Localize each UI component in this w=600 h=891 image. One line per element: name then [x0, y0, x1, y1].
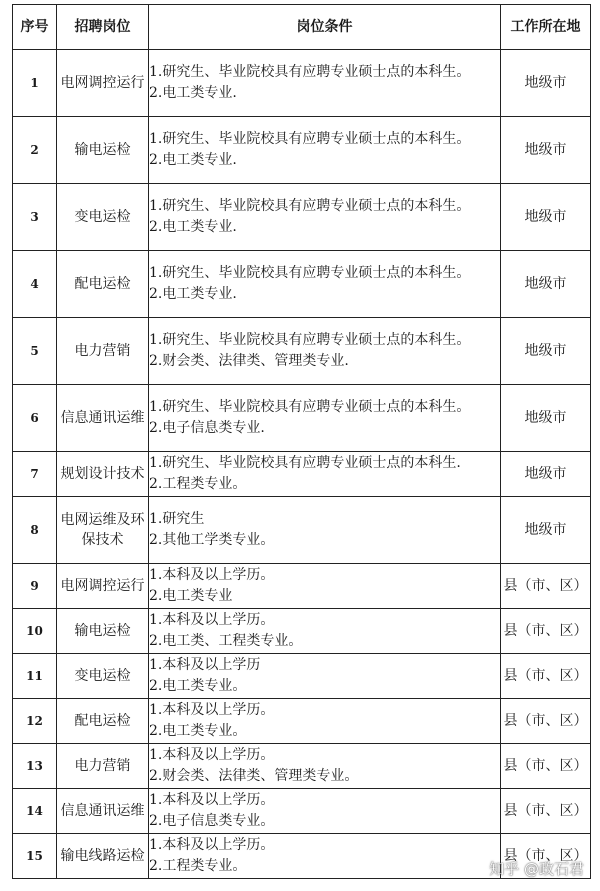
row-position: 变电运检	[57, 184, 149, 251]
row-conditions	[149, 50, 501, 117]
table-body	[13, 50, 591, 879]
table-header-row	[13, 5, 591, 50]
condition-line: 2.电工类专业。	[149, 678, 247, 694]
row-location: 县（市、区）	[501, 564, 591, 609]
row-location: 县（市、区）	[501, 789, 591, 834]
table-row	[13, 117, 591, 184]
condition-line: 2.电工类、工程类专业。	[149, 633, 303, 649]
watermark: 知乎 @政石君	[489, 860, 584, 878]
table-row	[13, 497, 591, 564]
row-conditions	[149, 834, 501, 879]
row-location: 地级市	[501, 251, 591, 318]
header-location: 工作所在地	[501, 5, 591, 50]
condition-line: 2.电工类专业。	[149, 723, 247, 739]
table-row	[13, 609, 591, 654]
recruitment-table	[12, 4, 591, 879]
row-position: 规划设计技术	[57, 452, 149, 497]
row-conditions	[149, 789, 501, 834]
row-number: 2	[13, 117, 57, 184]
condition-line: 2.工程类专业。	[149, 476, 247, 492]
row-number: 13	[13, 744, 57, 789]
row-position: 输电运检	[57, 117, 149, 184]
header-conditions: 岗位条件	[149, 5, 501, 50]
condition-line: 1.研究生、毕业院校具有应聘专业硕士点的本科生。	[149, 332, 471, 348]
row-position: 电力营销	[57, 318, 149, 385]
condition-line: 2.电工类专业.	[149, 85, 237, 101]
row-location: 地级市	[501, 385, 591, 452]
condition-line: 1.研究生、毕业院校具有应聘专业硕士点的本科生。	[149, 131, 471, 147]
condition-line: 1.本科及以上学历。	[149, 702, 275, 718]
row-position: 电网调控运行	[57, 50, 149, 117]
row-number: 10	[13, 609, 57, 654]
table-row	[13, 251, 591, 318]
row-location: 县（市、区）	[501, 654, 591, 699]
condition-line: 1.本科及以上学历。	[149, 792, 275, 808]
row-position: 变电运检	[57, 654, 149, 699]
condition-line: 1.研究生、毕业院校具有应聘专业硕士点的本科生。	[149, 198, 471, 214]
row-number: 4	[13, 251, 57, 318]
table-row	[13, 789, 591, 834]
condition-line: 1.研究生	[149, 511, 205, 527]
row-location: 地级市	[501, 184, 591, 251]
row-location: 地级市	[501, 452, 591, 497]
condition-line: 2.电工类专业.	[149, 219, 237, 235]
row-conditions	[149, 318, 501, 385]
condition-line: 1.本科及以上学历。	[149, 837, 275, 853]
condition-line: 2.财会类、法律类、管理类专业。	[149, 768, 359, 784]
row-conditions	[149, 452, 501, 497]
condition-line: 2.财会类、法律类、管理类专业.	[149, 353, 349, 369]
condition-line: 2.电工类专业.	[149, 152, 237, 168]
row-position: 输电运检	[57, 609, 149, 654]
row-number: 14	[13, 789, 57, 834]
row-conditions	[149, 497, 501, 564]
condition-line: 2.其他工学类专业。	[149, 532, 275, 548]
row-conditions	[149, 654, 501, 699]
condition-line: 1.研究生、毕业院校具有应聘专业硕士点的本科生。	[149, 399, 471, 415]
row-position: 配电运检	[57, 251, 149, 318]
condition-line: 2.电子信息类专业.	[149, 420, 265, 436]
row-conditions	[149, 117, 501, 184]
row-number: 8	[13, 497, 57, 564]
row-location: 地级市	[501, 50, 591, 117]
row-position: 电网运维及环保技术	[57, 497, 149, 564]
table-row	[13, 385, 591, 452]
row-conditions	[149, 609, 501, 654]
table-row	[13, 50, 591, 117]
row-position: 信息通讯运维	[57, 789, 149, 834]
row-number: 15	[13, 834, 57, 879]
condition-line: 2.电工类专业.	[149, 286, 237, 302]
row-number: 5	[13, 318, 57, 385]
row-number: 12	[13, 699, 57, 744]
condition-line: 1.研究生、毕业院校具有应聘专业硕士点的本科生。	[149, 64, 471, 80]
table-row	[13, 184, 591, 251]
table-row	[13, 654, 591, 699]
row-number: 6	[13, 385, 57, 452]
row-conditions	[149, 184, 501, 251]
row-position: 电力营销	[57, 744, 149, 789]
condition-line: 2.电工类专业	[149, 588, 233, 604]
row-location: 县（市、区）	[501, 699, 591, 744]
condition-line: 2.工程类专业。	[149, 858, 247, 874]
row-position: 配电运检	[57, 699, 149, 744]
row-location: 县（市、区）	[501, 609, 591, 654]
condition-line: 1.本科及以上学历。	[149, 747, 275, 763]
row-location: 地级市	[501, 497, 591, 564]
row-number: 3	[13, 184, 57, 251]
row-location: 地级市	[501, 117, 591, 184]
row-conditions	[149, 564, 501, 609]
condition-line: 2.电子信息类专业。	[149, 813, 275, 829]
row-conditions	[149, 744, 501, 789]
condition-line: 1.本科及以上学历。	[149, 612, 275, 628]
row-position: 电网调控运行	[57, 564, 149, 609]
header-position: 招聘岗位	[57, 5, 149, 50]
table-row	[13, 564, 591, 609]
condition-line: 1.研究生、毕业院校具有应聘专业硕士点的本科生.	[149, 455, 461, 471]
row-location: 县（市、区）	[501, 744, 591, 789]
row-conditions	[149, 251, 501, 318]
row-number: 9	[13, 564, 57, 609]
condition-line: 1.研究生、毕业院校具有应聘专业硕士点的本科生。	[149, 265, 471, 281]
row-location: 地级市	[501, 318, 591, 385]
row-position: 信息通讯运维	[57, 385, 149, 452]
row-location: 县（市、区）	[501, 834, 591, 879]
table-row	[13, 699, 591, 744]
row-position: 输电线路运检	[57, 834, 149, 879]
table-row	[13, 318, 591, 385]
header-num: 序号	[13, 5, 57, 50]
table-row	[13, 744, 591, 789]
row-number: 7	[13, 452, 57, 497]
row-conditions	[149, 385, 501, 452]
row-conditions	[149, 699, 501, 744]
table-row	[13, 452, 591, 497]
row-number: 1	[13, 50, 57, 117]
condition-line: 1.本科及以上学历。	[149, 567, 275, 583]
condition-line: 1.本科及以上学历	[149, 657, 261, 673]
row-number: 11	[13, 654, 57, 699]
